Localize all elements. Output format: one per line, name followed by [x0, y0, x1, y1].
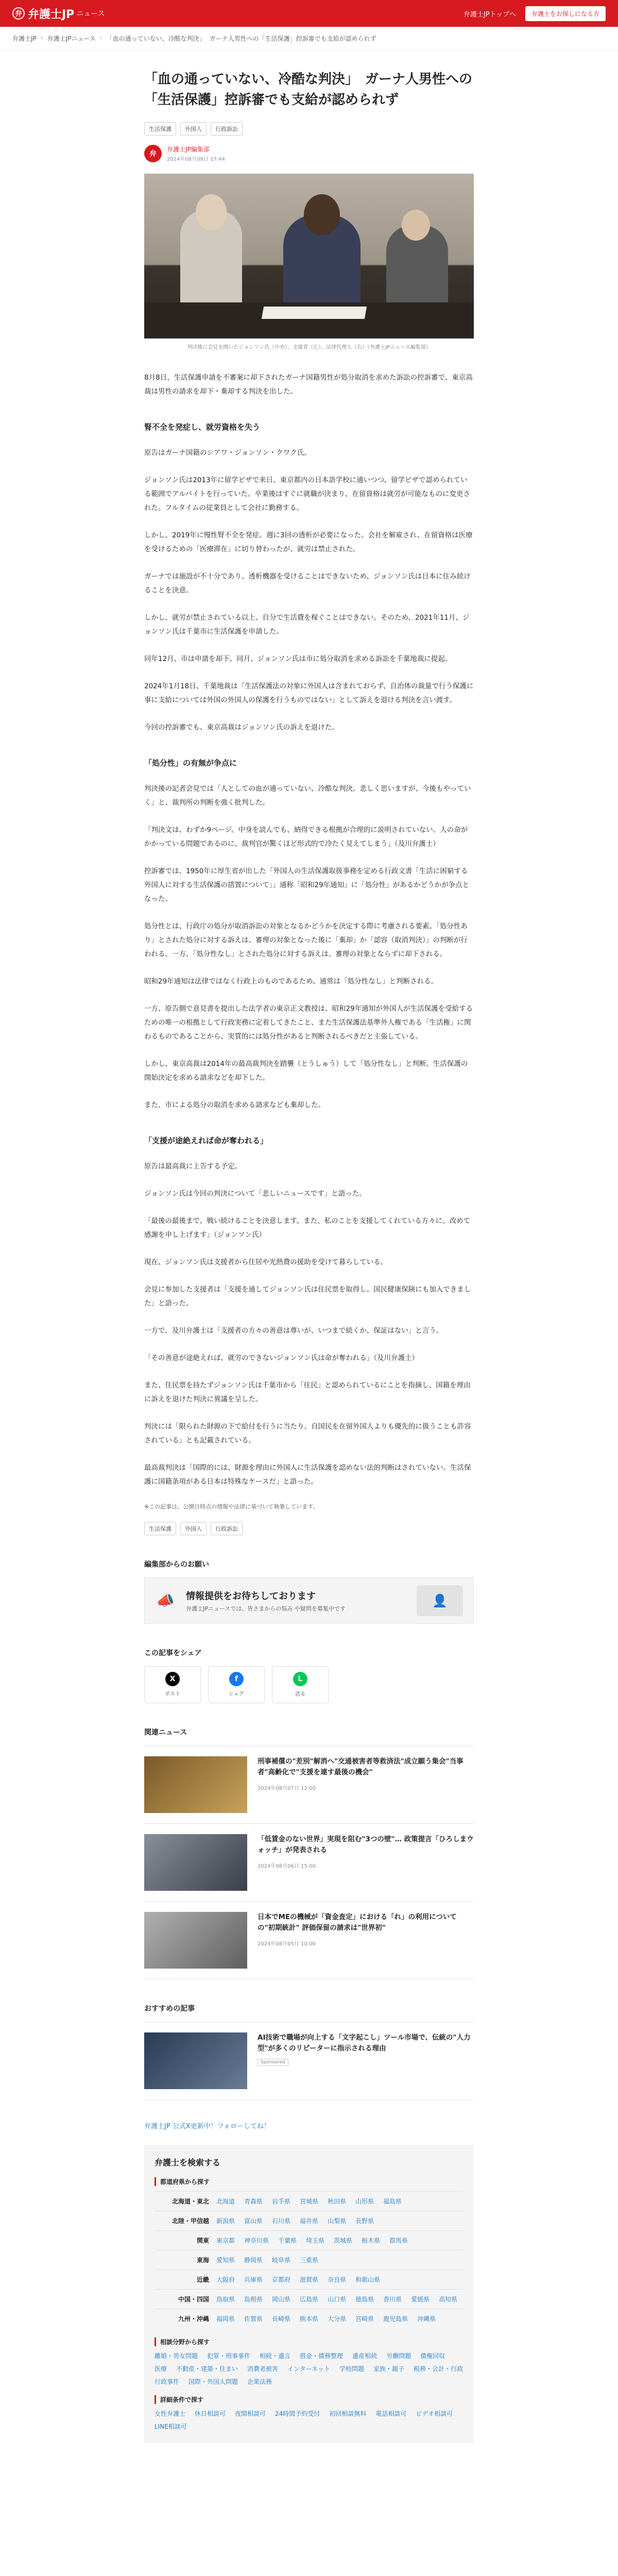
tag[interactable]: 行政訴訟 [211, 122, 243, 135]
tag-list [144, 122, 474, 135]
site-header [0, 0, 618, 27]
share-label: 送る [295, 1691, 305, 1698]
prefecture-links [216, 2236, 408, 2245]
prefecture-link[interactable]: 愛媛県 [411, 2295, 430, 2303]
related-item[interactable] [144, 1746, 474, 1824]
related-title: 日本でMEの機械が「資金査定」における「れ」の利用についての"初期統計" 評価保留の請求は"世界初" [258, 1912, 457, 1933]
prefecture-link[interactable]: 群馬県 [389, 2236, 408, 2244]
region-name: 関東 [196, 2236, 209, 2244]
prefecture-link[interactable]: 高知県 [439, 2295, 458, 2303]
prefecture-link[interactable]: 茨城県 [334, 2236, 353, 2244]
tag[interactable]: 外国人 [180, 1522, 207, 1535]
paragraph: 現在、ジョンソン氏は支援者から住居や光熱費の援助を受けて暮らしている。 [144, 1258, 388, 1266]
paragraph: 判決には「限られた財源の下で給付を行うに当たり、自国民を在留外国人よりも優先的に扱うことも許容されている」とも記載されている。 [144, 1422, 471, 1445]
section-heading: 「処分性」の有無が争点に [144, 758, 237, 768]
related-thumbnail [144, 1834, 247, 1891]
prefecture-link[interactable]: 奈良県 [328, 2276, 347, 2283]
prefecture-link[interactable]: 山梨県 [328, 2217, 347, 2225]
paragraph: 判決後の記者会見では「人としての血が通っていない、冷酷な判決。悲しく思いますが、今後もやっていく」と、裁判所の判断を強く批判した。 [144, 784, 471, 807]
share-facebook-button[interactable] [208, 1666, 265, 1703]
prefecture-link[interactable]: 石川県 [272, 2217, 291, 2225]
region-row [154, 2211, 464, 2230]
share-heading: この記事をシェア [144, 1649, 202, 1657]
tag[interactable]: 外国人 [180, 122, 207, 135]
condition-link[interactable]: LINE相談可 [154, 2422, 187, 2430]
paragraph: 一方で、及川弁護士は「支援者の方々の善意は尊いが、いつまで続くか、保証はない」と言う。 [144, 1326, 443, 1335]
paragraph: 会見に参加した支援者は「支援を通してジョンソン氏は住民票を取得し、国民健康保険にも加入できました」と語った。 [144, 1285, 471, 1308]
logo-text: 弁護士JP [28, 8, 75, 21]
prefecture-link[interactable]: 兵庫県 [244, 2276, 263, 2283]
article-body [144, 371, 474, 1489]
paragraph: 一方、原告側で意見書を提出した法学者の東京正文教授は、昭和29年通知が外国人が生活保護を受給するための唯一の根拠として行政実務に定着してきたこと、また生活保護法基準外人権である「生活権」に関わるものであることから、実質的には処分性があると判断されるべきだと主張している。 [144, 1004, 473, 1041]
megaphone-icon: 📣 [156, 1592, 175, 1609]
prefecture-link[interactable]: 岩手県 [272, 2197, 291, 2205]
prefecture-links [216, 2197, 402, 2206]
x-icon: X [165, 1672, 180, 1686]
avatar: 弁 [144, 145, 162, 162]
prefecture-link[interactable]: 沖縄県 [417, 2315, 436, 2323]
line-icon: L [293, 1672, 307, 1686]
prefecture-link[interactable]: 静岡県 [244, 2256, 263, 2264]
recommend-thumbnail [144, 2032, 247, 2089]
related-thumbnail [144, 1756, 247, 1813]
field-link[interactable]: 遺産相続 [352, 2352, 377, 2360]
condition-link[interactable]: 女性弁護士 [154, 2410, 186, 2417]
share-x-button[interactable] [144, 1666, 201, 1703]
section-heading: 腎不全を発症し、就労資格を失う [144, 422, 261, 432]
prefecture-link[interactable]: 和歌山県 [355, 2276, 381, 2283]
recommend-title: AI技術で職場が向上する「文字起こし」ツール市場で、伝統の"人力型"が多くのリピーターに指示される理由 [258, 2033, 471, 2053]
prefecture-link[interactable]: 鳥取県 [216, 2295, 235, 2303]
field-link[interactable]: 医療 [154, 2365, 167, 2372]
sponsored-badge: Sponsored [258, 2059, 288, 2066]
banner-title: 情報提供をお待ちしております [186, 1590, 316, 1602]
field-link[interactable]: 企業法務 [247, 2378, 272, 2385]
prefecture-link[interactable]: 福岡県 [216, 2315, 235, 2323]
prefecture-link[interactable]: 秋田県 [328, 2197, 347, 2205]
prefecture-link[interactable]: 島根県 [244, 2295, 263, 2303]
prefecture-link[interactable]: 神奈川県 [244, 2236, 269, 2244]
prefecture-link[interactable]: 福島県 [383, 2197, 402, 2205]
recommend-list [144, 2022, 474, 2100]
photo-caption: 判決後に会見を開いたジョンソン氏（中央）、支援者（左）、法律代理人（右）（弁護士JPニュース編集部） [187, 344, 431, 350]
paragraph: 「判決文は、わずか9ページ。中身を読んでも、納得できる根拠が合理的に説明されていない。人の命がかかっている問題であるのに、裁判官が驚くほど形式的で冷たく見えてしまう」（及川弁護士） [144, 825, 468, 848]
prefecture-link[interactable]: 千葉県 [278, 2236, 297, 2244]
prefecture-link[interactable]: 鹿児島県 [383, 2315, 408, 2323]
paragraph: 原告は最高裁に上告する予定。 [144, 1162, 242, 1171]
paragraph: 8月8日、生活保護申請を不審案に却下されたガーナ国籍男性が処分取消を求めた訴訟の控訴審で、東京高裁は男性の請求を却下・棄却する判決を出した。 [144, 373, 473, 396]
facebook-icon: f [229, 1672, 244, 1686]
bottom-tag-list [144, 1522, 474, 1535]
area-heading: 都道府県から探す [154, 2177, 464, 2186]
prefecture-link[interactable]: 滋賀県 [300, 2276, 319, 2283]
field-link[interactable]: 家族・親子 [373, 2365, 404, 2372]
share-label: ポスト [165, 1691, 180, 1698]
section-heading: 「支援が途絶えれば命が奪われる」 [144, 1136, 268, 1145]
paragraph: しかし、2019年に慢性腎不全を発症。週に3回の透析が必要になった。会社を解雇され、在留資格は医療を受けるための「医療滞在」に切り替わったが、就労は禁止された。 [144, 531, 473, 553]
region-row [154, 2230, 464, 2250]
paragraph: ガーナでは施設が不十分であり、透析機器を受けることはできないため、ジョンソン氏は日本に住み続けることを決意。 [144, 572, 471, 595]
paragraph: また、市による処分の取消を求める請求なども棄却した。 [144, 1100, 325, 1109]
logo-mark-icon: 弁 [12, 7, 25, 20]
field-list [154, 2351, 464, 2386]
field-link[interactable]: 相続・遺言 [260, 2352, 291, 2360]
related-list [144, 1745, 474, 1979]
author-name[interactable]: 弁護士JP編集部 [167, 145, 210, 153]
photo-paper [262, 307, 367, 319]
prefecture-link[interactable]: 広島県 [300, 2295, 319, 2303]
article-container [144, 69, 474, 2443]
prefecture-links [216, 2216, 374, 2225]
top-link[interactable]: 弁護士JPトップへ [463, 10, 516, 19]
prefecture-link[interactable]: 岐阜県 [272, 2256, 291, 2264]
prefecture-links [216, 2256, 318, 2264]
paragraph: 今回の控訴審でも、東京高裁はジョンソン氏の訴えを退けた。 [144, 723, 339, 732]
prefecture-link[interactable]: 佐賀県 [244, 2315, 263, 2323]
condition-link[interactable]: 24時間予約受付 [275, 2410, 320, 2417]
field-link[interactable]: 税務・会計・行政 [414, 2365, 464, 2372]
find-lawyer-button[interactable]: 弁護士をお探しになる方 [525, 6, 606, 21]
breadcrumb-item: ガーナ人男性への「生活保護」控訴審でも支給が認められず [209, 35, 376, 42]
region-row [154, 2289, 464, 2309]
breadcrumb-item[interactable]: 弁護士JP [12, 35, 37, 42]
paragraph: 同年12月、市は申請を却下。同月、ジョンソン氏は市に処分取消を求める訴訟を千葉地裁に提起。 [144, 654, 452, 663]
prefecture-link[interactable]: 山形県 [355, 2197, 374, 2205]
related-date: 2024年08月07日 12:00 [258, 1785, 316, 1791]
field-heading: 相談分野から探す [154, 2337, 464, 2346]
paragraph: 控訴審では、1950年に厚生省が出した「外国人の生活保護取扱事務を定める行政文書「生活に困窮する外国人に対する生活保護の措置について」」通称「昭和29年通知」に「処分性」があるかどうかが争点となった。 [144, 867, 470, 903]
region-name: 東海 [196, 2256, 209, 2264]
header-actions [464, 6, 606, 21]
related-thumbnail [144, 1912, 247, 1969]
paragraph: 最高裁判決は「国際的には、財源を理由に外国人に生活保護を認めない法的判断はされていない。生活保護に国籍条項がある日本は特殊なケースだ」と語った。 [144, 1463, 471, 1486]
region-name: 近畿 [196, 2276, 209, 2283]
hero-photo [144, 174, 474, 338]
prefecture-links [216, 2275, 380, 2284]
related-item[interactable] [144, 1902, 474, 1979]
publish-date: 2024年08月09日 17:44 [167, 156, 225, 162]
paragraph: また、住民票を持たずジョンソン氏は千葉市から「住民」と認められているにことを指摘し、国籍を理由に訴えを退けた判決に異議を呈した。 [144, 1381, 471, 1403]
prefecture-link[interactable]: 青森県 [244, 2197, 263, 2205]
field-link[interactable]: 債権回収 [420, 2352, 445, 2360]
condition-link[interactable]: 休日相談可 [195, 2410, 226, 2417]
field-link[interactable]: 行政事件 [154, 2378, 180, 2385]
region-name: 北海道・東北 [171, 2197, 209, 2205]
condition-link[interactable]: 電話相談可 [375, 2410, 407, 2417]
prefecture-link[interactable]: 京都府 [272, 2276, 291, 2283]
prefecture-link[interactable]: 長崎県 [272, 2315, 291, 2323]
paragraph: 「最後の最後まで、戦い続けることを決意します。また、私のことを支援してくれている方々に、改めて感謝を申し上げます」（ジョンソン氏） [144, 1216, 471, 1239]
related-date: 2024年08月05日 10:00 [258, 1941, 316, 1947]
related-date: 2024年08月06日 15:00 [258, 1863, 316, 1869]
breadcrumb-separator-icon: › [40, 34, 43, 41]
paragraph: ジョンソン氏は2013年に留学ビザで来日。東京都内の日本語学校に通いつつ、留学ビザで認められている範囲でアルバイトを行っていた。卒業後はすぐに就職が決まり、在留資格は就労が可能なものに変更された。フルタイムの従業員として会社に勤務する。 [144, 476, 471, 512]
recommend-heading: おすすめの記事 [144, 2004, 195, 2013]
info-request-banner[interactable] [144, 1578, 474, 1624]
field-link[interactable]: インターネット [287, 2365, 330, 2372]
follow-x-link[interactable]: 弁護士JP 公式X更新中！フォローしてね！ [144, 2122, 271, 2130]
person-icon: 👤 [417, 1585, 463, 1616]
recommend-item[interactable] [144, 2022, 474, 2100]
prefecture-link[interactable]: 北海道 [216, 2197, 235, 2205]
region-row [154, 2191, 464, 2211]
lawyer-search [144, 2145, 474, 2443]
breadcrumb-separator-icon: › [99, 34, 102, 41]
prefecture-links [216, 2314, 436, 2323]
share-label: シェア [229, 1691, 244, 1698]
related-heading: 関連ニュース [144, 1728, 187, 1737]
tag[interactable]: 行政訴訟 [211, 1522, 243, 1535]
author-block [144, 145, 474, 162]
region-name: 中国・四国 [178, 2295, 209, 2303]
prefecture-link[interactable]: 福井県 [300, 2217, 319, 2225]
condition-link[interactable]: 初回相談無料 [329, 2410, 367, 2417]
field-link[interactable]: 消費者被害 [247, 2365, 279, 2372]
search-heading: 弁護士を検索する [154, 2157, 221, 2167]
related-title: 刑事補償の"差別"解消へ"交通被害者等救済法"成立願う集会"当事者"高齢化で"支援を連す最後の機会" [258, 1757, 464, 1777]
paragraph: 原告はガーナ国籍のシアワ・ジョンソン・クワク氏。 [144, 448, 311, 457]
breadcrumb-item[interactable]: 弁護士JPニュース [47, 35, 96, 42]
field-link[interactable]: 借金・債務整理 [300, 2352, 344, 2360]
prefecture-link[interactable]: 徳島県 [355, 2295, 374, 2303]
logo-sub: ニュース [76, 10, 105, 18]
prefecture-link[interactable]: 東京都 [216, 2236, 235, 2244]
paragraph: 昭和29年通知は法律ではなく行政上のものであるため、通常は「処分性なし」と判断される。 [144, 977, 438, 986]
region-row [154, 2250, 464, 2269]
article-note: ※この記事は、公開日時点の情報や法律に基づいて執筆しています。 [144, 1503, 319, 1510]
site-logo[interactable] [12, 6, 105, 22]
prefecture-links [216, 2295, 457, 2303]
prefecture-link[interactable]: 山口県 [328, 2295, 347, 2303]
related-item[interactable] [144, 1824, 474, 1902]
field-link[interactable]: 国際・外国人問題 [188, 2378, 238, 2385]
prefecture-link[interactable]: 栃木県 [362, 2236, 381, 2244]
field-link[interactable]: 犯罪・刑事事件 [207, 2352, 251, 2360]
region-name: 北陸・甲信越 [171, 2217, 209, 2225]
breadcrumb-item: 「血の通っていない、冷酷な判決」 [106, 35, 205, 42]
prefecture-link[interactable]: 愛知県 [216, 2256, 235, 2264]
field-link[interactable]: 学校問題 [339, 2365, 364, 2372]
tag[interactable]: 生活保護 [144, 1522, 176, 1535]
prefecture-link[interactable]: 宮城県 [300, 2197, 319, 2205]
paragraph: 2024年1月18日、千葉地裁は「生活保護法の対象に外国人は含まれておらず、自治体の裁量で行う保護に事に支給については外国の外国人の保護を行うものではない」として訴えを退ける判決を言い渡す。 [144, 682, 474, 704]
paragraph: 処分性とは、行政庁の処分が取消訴訟の対象となるかどうかを決定する際に考慮される要素。「処分性あり」とされた処分に対する訴えは、審理の対象となった後に「棄却」か「認容（取消判決）」の判断が行われる。一方、「処分性なし」とされた処分に対する訴えは、審理の対象とならずに却下される。 [144, 922, 468, 958]
tag[interactable]: 生活保護 [144, 122, 176, 135]
region-name: 九州・沖縄 [178, 2315, 209, 2323]
condition-heading: 詳細条件で探す [154, 2395, 464, 2404]
region-row [154, 2309, 464, 2328]
condition-list [154, 2409, 464, 2431]
share-line-button[interactable] [272, 1666, 329, 1703]
prefecture-link[interactable]: 三重県 [300, 2256, 319, 2264]
photo-person-head [402, 210, 430, 241]
region-list [154, 2191, 464, 2328]
editorial-heading: 編集部からのお願い [144, 1560, 209, 1569]
related-title: 「低賃金のない世界」実現を阻む"3つの壁"… 政策提言「ひろしまウォッチ」が発表される [258, 1835, 474, 1855]
paragraph: しかし、東京高裁は2014年の最高裁判決を踏襲（とうしゅう）して「処分性なし」と判断、生活保護の開始決定を求める請求などを却下した。 [144, 1059, 468, 1082]
prefecture-link[interactable]: 富山県 [244, 2217, 263, 2225]
field-link[interactable]: 不動産・建築・住まい [176, 2365, 238, 2372]
prefecture-link[interactable]: 長野県 [355, 2217, 374, 2225]
paragraph: しかし、就労が禁止されている以上、自分で生活費を稼ぐことはできない。そのため、2021年11月、ジョンソン氏は千葉市に生活保護を申請した。 [144, 613, 470, 636]
photo-person-head [196, 194, 227, 230]
field-link[interactable]: 離婚・男女問題 [154, 2352, 198, 2360]
condition-link[interactable]: ビデオ相談可 [416, 2410, 453, 2417]
photo-person-head [304, 194, 340, 235]
prefecture-link[interactable]: 埼玉県 [306, 2236, 325, 2244]
prefecture-link[interactable]: 岡山県 [272, 2295, 291, 2303]
prefecture-link[interactable]: 大阪府 [216, 2276, 235, 2283]
prefecture-link[interactable]: 大分県 [328, 2315, 347, 2323]
prefecture-link[interactable]: 香川県 [383, 2295, 402, 2303]
banner-subtitle: 弁護士JPニュースでは、皆さまからの悩み や疑問を募集中です [186, 1605, 346, 1612]
prefecture-link[interactable]: 宮崎県 [355, 2315, 374, 2323]
condition-link[interactable]: 夜間相談可 [235, 2410, 266, 2417]
prefecture-link[interactable]: 新潟県 [216, 2217, 235, 2225]
paragraph: ジョンソン氏は今回の判決について「悲しいニュースです」と語った。 [144, 1189, 366, 1198]
article-title: 「血の通っていない、冷酷な判決」 ガーナ人男性への「生活保護」控訴審でも支給が認められず [144, 72, 473, 108]
region-row [154, 2269, 464, 2289]
prefecture-link[interactable]: 熊本県 [300, 2315, 319, 2323]
field-link[interactable]: 労働問題 [386, 2352, 411, 2360]
share-buttons [144, 1666, 474, 1703]
paragraph: 「その善意が途絶えれば、就労のできないジョンソン氏は命が奪われる」（及川弁護士） [144, 1353, 419, 1362]
breadcrumb [0, 27, 618, 50]
